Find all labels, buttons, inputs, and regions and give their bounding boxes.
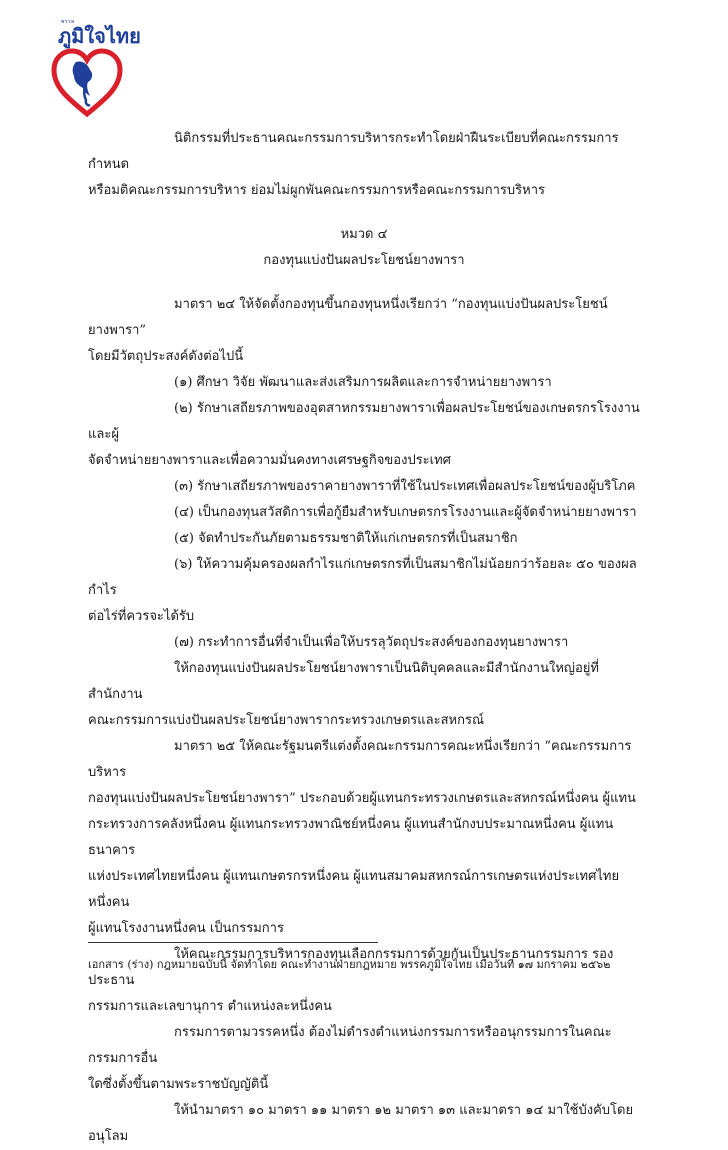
section24-item-7: (๗) กระทำการอื่นที่จำเป็นเพื่อให้บรรลุวัตถุประสงค์ของกองทุนยางพารา: [174, 635, 569, 650]
election-line-1: ให้คณะกรรมการบริหารกองทุนเลือกกรรมการด้วยกันเป็นประธานกรรมการ รองประธาน: [88, 947, 614, 988]
footnote: เอกสาร (ร่าง) กฎหมายฉบับนี้ จัดทำโดย คณะทำงานฝ่ายกฎหมาย พรรคภูมิใจไทย เมื่อวันที่ ๑๗ มกราคม ๒๕๖๒: [88, 958, 611, 971]
footnote-divider: [88, 942, 378, 943]
logo-name: ภูมิใจไทย: [58, 24, 141, 48]
intro-line-2: หรือมติคณะกรรมการบริหาร ย่อมไม่ผูกพันคณะกรรมการหรือคณะกรรมการบริหาร: [88, 183, 545, 198]
section25-line-4: แห่งประเทศไทยหนึ่งคน ผู้แทนเกษตรกรหนึ่งคน ผู้แทนสมาคมสหกรณ์การเกษตรแห่งประเทศไทยหนึ่งคน: [88, 869, 620, 910]
section24-closing-1: ให้กองทุนแบ่งปันผลประโยชน์ยางพาราเป็นนิติบุคคลและมีสำนักงานใหญ่อยู่ที่สำนักงาน: [88, 661, 599, 702]
section25-line-3: กระทรวงการคลังหนึ่งคน ผู้แทนกระทรวงพาณิชย์หนึ่งคน ผู้แทนสำนักงบประมาณหนึ่งคน ผู้แทนธนาคาร: [88, 817, 614, 858]
section24-item-2: (๒) รักษาเสถียรภาพของอุตสาหกรรมยางพาราเพื่อผลประโยชน์ของเกษตรกรโรงงานและผู้: [88, 401, 640, 442]
section24-item-3: (๓) รักษาเสถียรภาพของราคายางพาราที่ใช้ในประเทศเพื่อผลประโยชน์ของผู้บริโภค: [174, 479, 636, 494]
election-line-2: กรรมการและเลขานุการ ตำแหน่งละหนึ่งคน: [88, 999, 332, 1014]
chapter-number: หมวด ๔: [340, 227, 388, 242]
section24-item-6-cont: ต่อไร่ที่ควรจะได้รับ: [88, 609, 195, 624]
section24-item-2-cont: จัดจำหน่ายยางพาราและเพื่อความมั่นคงทางเศรษฐกิจของประเทศ: [88, 453, 451, 468]
logo-small-text: พรรค: [61, 19, 76, 25]
document-body: [88, 126, 640, 1150]
section24-line-1: มาตรา ๒๔ ให้จัดตั้งกองทุนขึ้นกองทุนหนึ่งเรียกว่า “กองทุนแบ่งปันผลประโยชน์ยางพารา”: [88, 297, 608, 338]
section24-item-1: (๑) ศึกษา วิจัย พัฒนาและส่งเสริมการผลิตและการจำหน่ายยางพารา: [174, 375, 552, 390]
section24-item-5: (๕) จัดทำประกันภัยตามธรรมชาติให้แก่เกษตรกรที่เป็นสมาชิก: [174, 531, 518, 546]
chapter-title: กองทุนแบ่งปันผลประโยชน์ยางพารา: [263, 253, 465, 268]
party-logo: [50, 18, 141, 118]
section24-item-4: (๔) เป็นกองทุนสวัสดิการเพื่อกู้ยืมสำหรับเกษตรกรโรงงานและผู้จัดจำหน่ายยางพารา: [174, 505, 637, 520]
apply-line: ให้นำมาตรา ๑๐ มาตรา ๑๑ มาตรา ๑๒ มาตรา ๑๓ และมาตรา ๑๔ มาใช้บังคับโดยอนุโลม: [88, 1103, 634, 1144]
heart-map-icon: [50, 48, 124, 118]
term-line-2: ใดซึ่งตั้งขึ้นตามพระราชบัญญัตินี้: [88, 1077, 269, 1092]
intro-line-1: นิติกรรมที่ประธานคณะกรรมการบริหารกระทำโดยฝ่าฝืนระเบียบที่คณะกรรมการกำหนด: [88, 131, 619, 172]
section24-closing-2: คณะกรรมการแบ่งปันผลประโยชน์ยางพารากระทรวงเกษตรและสหกรณ์: [88, 713, 485, 728]
section25-line-2: กองทุนแบ่งปันผลประโยชน์ยางพารา” ประกอบด้วยผู้แทนกระทรวงเกษตรและสหกรณ์หนึ่งคน ผู้แทน: [88, 791, 636, 806]
section25-line-1: มาตรา ๒๕ ให้คณะรัฐมนตรีแต่งตั้งคณะกรรมการคณะหนึ่งเรียกว่า “คณะกรรมการบริหาร: [88, 739, 632, 780]
section24-item-6: (๖) ให้ความคุ้มครองผลกำไรแก่เกษตรกรที่เป็นสมาชิกไม่น้อยกว่าร้อยละ ๕๐ ของผลกำไร: [88, 557, 637, 598]
section25-line-5: ผู้แทนโรงงานหนึ่งคน เป็นกรรมการ: [88, 921, 284, 936]
section24-line-2: โดยมีวัตถุประสงค์ดังต่อไปนี้: [88, 349, 244, 364]
term-line-1: กรรมการตามวรรคหนึ่ง ต้องไม่ดำรงตำแหน่งกรรมการหรืออนุกรรมการในคณะกรรมการอื่น: [88, 1025, 612, 1066]
